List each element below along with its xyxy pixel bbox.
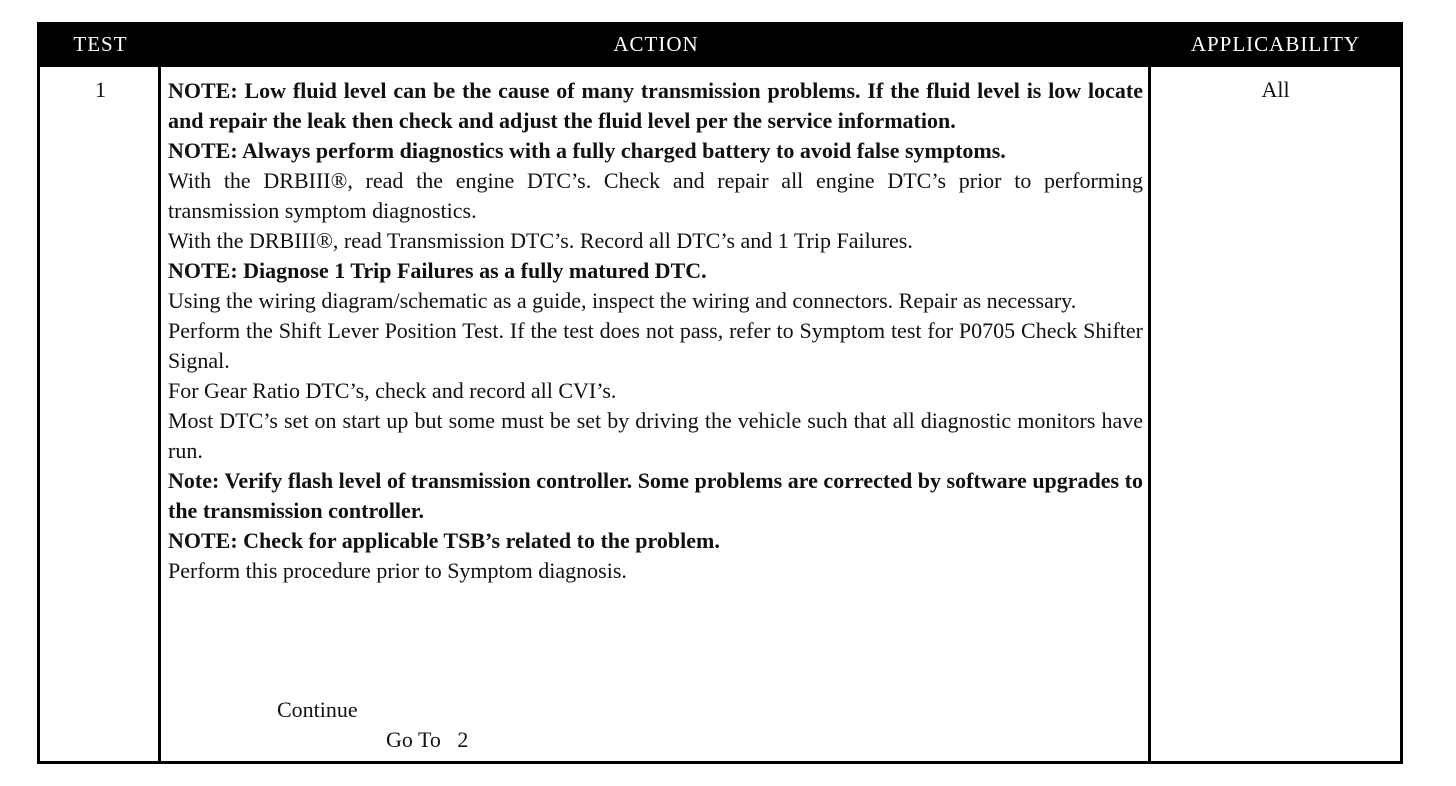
action-paragraph: NOTE: Check for applicable TSB’s related to the problem.: [168, 528, 720, 553]
action-paragraph: Note: Verify flash level of transmission controller. Some problems are corrected by software upgrades to the transmission controller.: [168, 468, 1143, 523]
applicability-value: All: [1261, 77, 1290, 102]
column-divider-action: [1148, 25, 1151, 761]
action-text: [168, 76, 1143, 586]
goto-target: 2: [457, 727, 469, 752]
header-test: TEST: [40, 25, 161, 64]
action-paragraph: Using the wiring diagram/schematic as a guide, inspect the wiring and connectors. Repair as necessary.: [168, 288, 1077, 313]
action-paragraph: Perform the Shift Lever Position Test. If the test does not pass, refer to Symptom test for P0705 Check Shifter Signal.: [168, 318, 1143, 373]
action-paragraph: With the DRBIII®, read Transmission DTC’s. Record all DTC’s and 1 Trip Failures.: [168, 228, 913, 253]
action-paragraph: NOTE: Diagnose 1 Trip Failures as a fully matured DTC.: [168, 258, 707, 283]
action-paragraph: Most DTC’s set on start up but some must be set by driving the vehicle such that all diagnostic monitors have run.: [168, 408, 1143, 463]
action-paragraph: NOTE: Low fluid level can be the cause of many transmission problems. If the fluid level is low locate and repair the leak then check and adjust the fluid level per the service information.: [168, 78, 1143, 133]
goto-label: Go To: [386, 727, 441, 752]
action-paragraph: For Gear Ratio DTC’s, check and record all CVI’s.: [168, 378, 617, 403]
action-paragraph: With the DRBIII®, read the engine DTC’s. Check and repair all engine DTC’s prior to performing transmission symptom diagnostics.: [168, 168, 1143, 223]
diagnostic-table: [37, 22, 1403, 764]
continue-label: Continue: [277, 697, 358, 722]
header-divider: [40, 64, 1400, 67]
goto-step: [386, 725, 468, 755]
test-number: 1: [95, 77, 106, 102]
action-paragraph: Perform this procedure prior to Symptom diagnosis.: [168, 558, 627, 583]
header-applicability: APPLICABILITY: [1151, 25, 1400, 64]
action-paragraph: NOTE: Always perform diagnostics with a fully charged battery to avoid false symptoms.: [168, 138, 1006, 163]
column-divider-test: [158, 25, 161, 761]
header-action: ACTION: [161, 25, 1151, 64]
